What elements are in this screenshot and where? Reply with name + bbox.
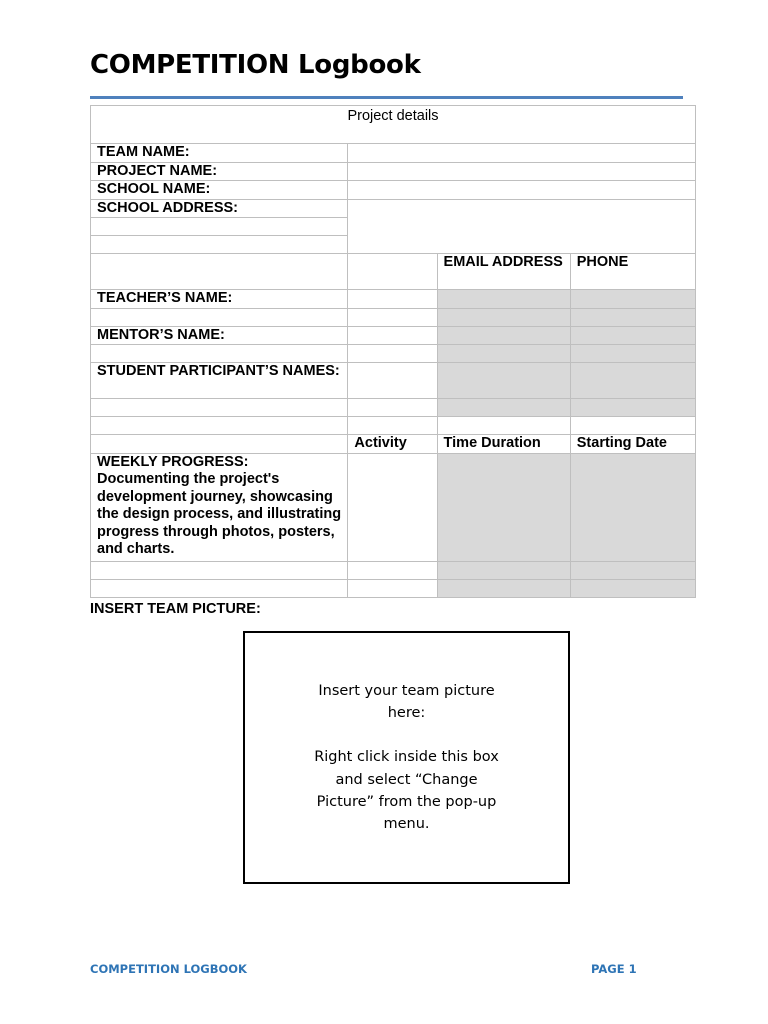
time-extra-field[interactable] [437, 579, 570, 597]
student-extra-phone[interactable] [570, 417, 695, 435]
teacher-extra-phone[interactable] [570, 308, 695, 326]
student-names-label: STUDENT PARTICIPANT’S NAMES: [91, 363, 348, 399]
school-name-label: SCHOOL NAME: [91, 181, 348, 200]
activity-header: Activity [348, 435, 437, 454]
student-extra-field[interactable] [348, 417, 437, 435]
mentor-extra-phone[interactable] [570, 345, 695, 363]
teacher-extra-email[interactable] [437, 308, 570, 326]
time-duration-header: Time Duration [437, 435, 570, 454]
student-name-field[interactable] [348, 363, 437, 399]
project-name-label: PROJECT NAME: [91, 162, 348, 181]
footer-page-number: PAGE 1 [591, 962, 637, 976]
starting-date-header: Starting Date [570, 435, 695, 454]
insert-team-picture-label: INSERT TEAM PICTURE: [90, 601, 261, 617]
title-underline [90, 96, 683, 99]
school-address-line[interactable] [91, 236, 348, 254]
teacher-name-field[interactable] [348, 290, 437, 309]
student-extra-email[interactable] [437, 399, 570, 417]
project-name-field[interactable] [348, 162, 696, 181]
mentor-extra-field[interactable] [348, 345, 437, 363]
mentor-phone-field[interactable] [570, 326, 695, 345]
weekly-progress-title: WEEKLY PROGRESS: [97, 453, 249, 470]
school-address-line[interactable] [91, 218, 348, 236]
student-email-field[interactable] [437, 363, 570, 399]
project-details-table [90, 105, 696, 598]
student-extra-row[interactable] [91, 417, 348, 435]
progress-extra-row[interactable] [91, 561, 348, 579]
time-extra-field[interactable] [437, 561, 570, 579]
teacher-extra-row[interactable] [91, 308, 348, 326]
student-extra-row[interactable] [91, 399, 348, 417]
mentor-name-field[interactable] [348, 326, 437, 345]
activity-field[interactable] [348, 453, 437, 561]
mentor-extra-email[interactable] [437, 345, 570, 363]
weekly-progress-description: Documenting the project's development journey, showcasing the design process, and illustrating progress through photos, posters, and charts. [97, 471, 342, 557]
progress-extra-row[interactable] [91, 579, 348, 597]
activity-extra-field[interactable] [348, 561, 437, 579]
activity-extra-field[interactable] [348, 579, 437, 597]
student-phone-field[interactable] [570, 363, 695, 399]
school-address-label: SCHOOL ADDRESS: [91, 199, 348, 218]
contact-header-blank [91, 254, 348, 290]
mentor-extra-row[interactable] [91, 345, 348, 363]
table-caption: Project details [91, 106, 696, 144]
picture-instruction-2: Right click inside this box and select “Change Picture” from the pop-up menu. [314, 749, 499, 832]
team-picture-placeholder[interactable] [243, 631, 570, 884]
teacher-email-field[interactable] [437, 290, 570, 309]
team-name-label: TEAM NAME: [91, 144, 348, 163]
footer-document-name: COMPETITION LOGBOOK [90, 962, 247, 976]
team-name-field[interactable] [348, 144, 696, 163]
teacher-name-label: TEACHER’S NAME: [91, 290, 348, 309]
picture-instruction-1: Insert your team picture here: [318, 682, 495, 722]
student-extra-email[interactable] [437, 417, 570, 435]
time-duration-field[interactable] [437, 453, 570, 561]
teacher-phone-field[interactable] [570, 290, 695, 309]
phone-header: PHONE [570, 254, 695, 290]
date-extra-field[interactable] [570, 579, 695, 597]
starting-date-field[interactable] [570, 453, 695, 561]
school-address-field[interactable] [348, 199, 696, 254]
document-title: COMPETITION Logbook [90, 50, 421, 80]
mentor-email-field[interactable] [437, 326, 570, 345]
progress-header-blank [91, 435, 348, 454]
student-extra-phone[interactable] [570, 399, 695, 417]
weekly-progress-cell [91, 453, 348, 561]
student-extra-field[interactable] [348, 399, 437, 417]
mentor-name-label: MENTOR’S NAME: [91, 326, 348, 345]
email-header: EMAIL ADDRESS [437, 254, 570, 290]
picture-instructions [307, 680, 507, 835]
school-name-field[interactable] [348, 181, 696, 200]
contact-header-blank [348, 254, 437, 290]
teacher-extra-field[interactable] [348, 308, 437, 326]
date-extra-field[interactable] [570, 561, 695, 579]
